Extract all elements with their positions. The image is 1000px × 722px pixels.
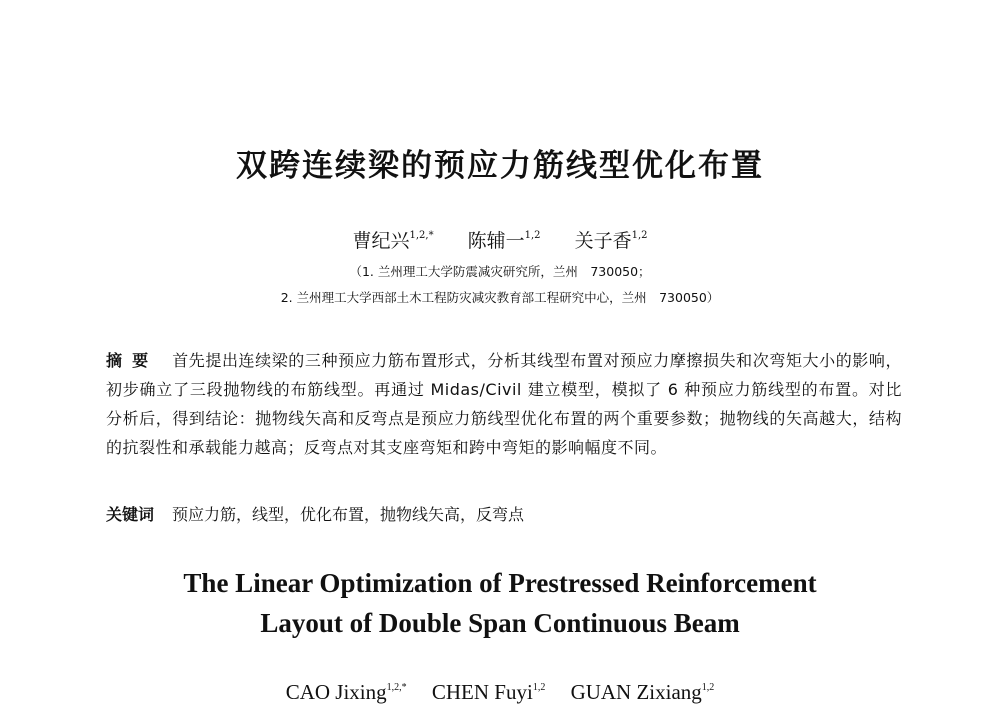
- affiliation-line-1: （1. 兰州理工大学防震减灾研究所，兰州 730050；: [349, 264, 651, 279]
- keywords-text: 预应力筋，线型，优化布置，抛物线矢高，反弯点: [172, 505, 525, 524]
- keywords-label: 关键词: [106, 505, 155, 524]
- author-en-name: CAO Jixing: [285, 680, 387, 704]
- chinese-title: 双跨连续梁的预应力筋线型优化布置: [236, 148, 764, 184]
- author-cn-name: 曹纪兴: [352, 230, 410, 252]
- english-title-line-1: The Linear Optimization of Prestressed Reinforcement: [183, 568, 817, 598]
- english-authors: [0, 680, 1000, 705]
- author-en-affiliation-mark: 1,2: [701, 682, 715, 693]
- abstract-text: 首先提出连续梁的三种预应力筋布置形式，分析其线型布置对预应力摩擦损失和次弯矩大小的影响，初步确立了三段抛物线的布筋线型。再通过 Midas/Civil 建立模型，模拟了 6 种预应力筋线型的布置。对比分析后，得到结论：抛物线矢高和反弯点是预应力筋线型优化布置的两个重要参数；抛物线的矢高越大，结构的抗裂性和承载能力越高；反弯点对其支座弯矩和跨中弯矩的影响幅度不同。: [106, 351, 902, 457]
- author-cn-name: 关子香: [574, 230, 632, 252]
- abstract-label: 摘要: [106, 351, 159, 370]
- english-title-line-2: Layout of Double Span Continuous Beam: [260, 608, 740, 638]
- author-cn: [468, 230, 541, 252]
- author-cn-name: 陈辅一: [467, 230, 525, 252]
- author-en-name: GUAN Zixiang: [570, 680, 702, 704]
- affiliation-line-2: 2. 兰州理工大学西部土木工程防灾减灾教育部工程研究中心，兰州 730050）: [280, 290, 720, 305]
- author-en: [571, 680, 715, 704]
- chinese-authors: [0, 226, 1000, 253]
- author-cn-affiliation-mark: 1,2: [524, 230, 541, 241]
- author-en-affiliation-mark: 1,2: [532, 682, 546, 693]
- author-cn-affiliation-mark: 1,2: [631, 230, 648, 241]
- author-en-affiliation-mark: 1,2,*: [386, 682, 407, 693]
- english-title: [0, 563, 1000, 643]
- author-en: [286, 680, 407, 704]
- author-en: [432, 680, 545, 704]
- keywords-cn: [106, 500, 902, 529]
- author-cn-affiliation-mark: 1,2,*: [409, 230, 434, 241]
- abstract-cn: [106, 346, 902, 462]
- author-cn: [575, 230, 648, 252]
- author-cn: [352, 230, 433, 252]
- author-en-name: CHEN Fuyi: [431, 680, 533, 704]
